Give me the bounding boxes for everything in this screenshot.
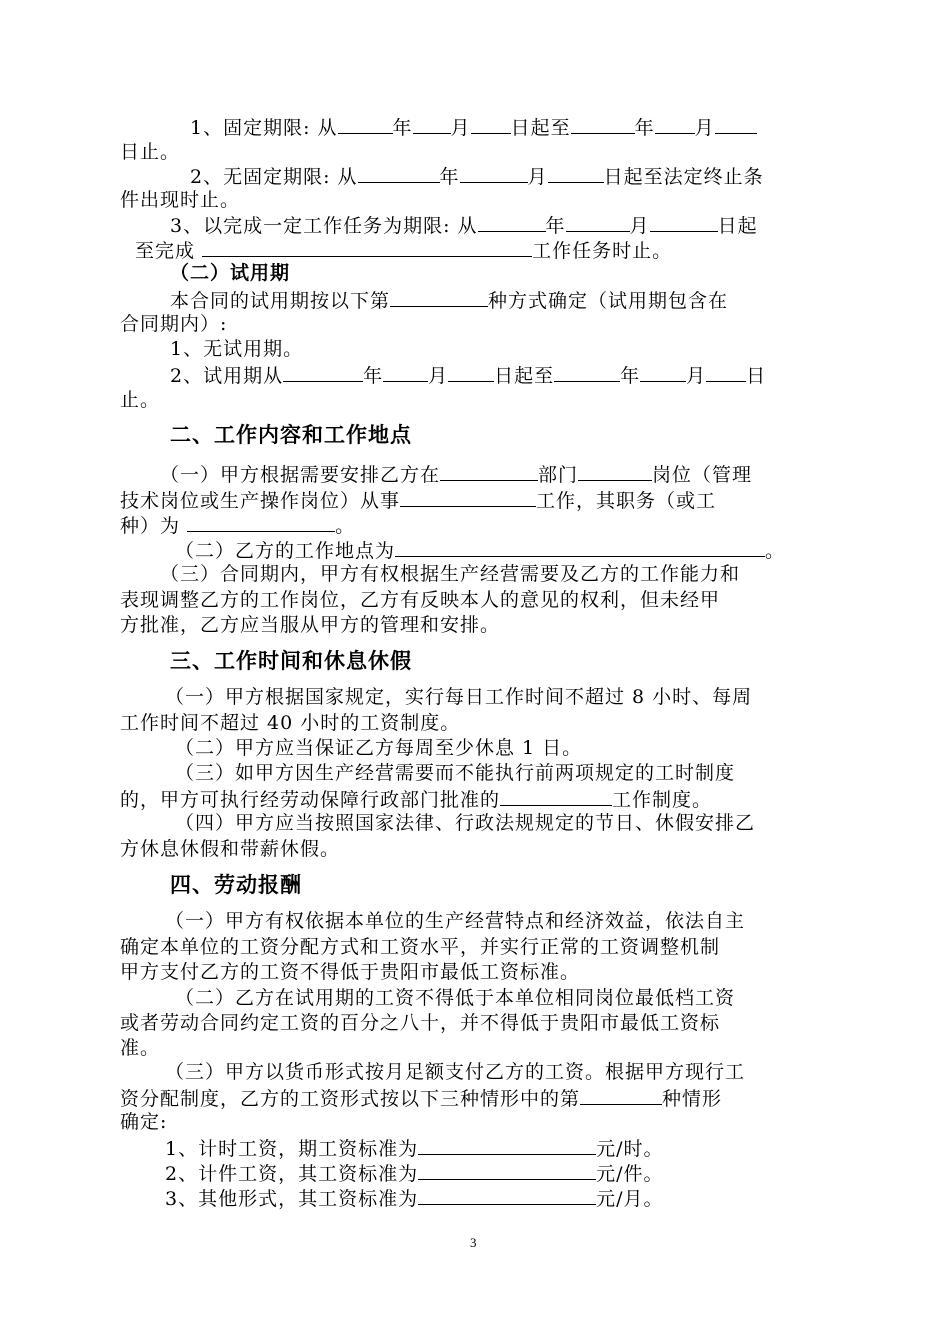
blank-month-end[interactable] xyxy=(655,113,695,134)
wage-hourly-unit: 元/时。 xyxy=(596,1138,664,1160)
section4-p1-line1: （一）甲方有权依据本单位的生产经营特点和经济效益，依法自主 xyxy=(165,910,746,932)
s2-p1-text3: 工作，其职务（或工 xyxy=(536,490,717,512)
section4-p2-line2: 或者劳动合同约定工资的百分之八十，并不得低于贵阳市最低工资标 xyxy=(120,1012,721,1034)
s2-p1-text2: 技术岗位或生产操作岗位）从事 xyxy=(120,490,401,512)
term-task-end: 工作任务时止。 xyxy=(532,240,673,262)
blank-work-location[interactable] xyxy=(395,536,765,557)
section3-p4-line1: （四）甲方应当按照国家法律、行政法规规定的节日、休假安排乙 xyxy=(175,812,756,834)
probation-opt2-day-end: 日 xyxy=(746,365,767,387)
term-task-day: 日起 xyxy=(717,215,758,237)
term-task-complete: 至完成 xyxy=(135,240,196,262)
section4-p2-line1: （二）乙方在试用期的工资不得低于本单位相同岗位最低档工资 xyxy=(175,987,736,1009)
probation-opt2-year-end: 年 xyxy=(620,365,641,387)
section2-p1-line3 xyxy=(120,511,355,539)
blank-piece-rate[interactable] xyxy=(418,1159,596,1180)
probation-opt2-year: 年 xyxy=(363,365,384,387)
term-fixed-year: 年 xyxy=(392,117,413,139)
probation-option-1: 1、无试用期。 xyxy=(170,338,304,360)
s2-p2-text: （二）乙方的工作地点为 xyxy=(175,540,396,562)
section2-p3-line1: （三）合同期内，甲方有权根据生产经营需要及乙方的工作能力和 xyxy=(160,563,741,585)
blank-task-name[interactable] xyxy=(202,236,532,257)
term-open-month: 月 xyxy=(527,166,548,188)
section4-p3-line2 xyxy=(120,1084,722,1112)
section3-p3-line2 xyxy=(120,785,712,813)
blank-open-day[interactable] xyxy=(548,162,604,183)
wage-piece-text: 2、计件工资，其工资标准为 xyxy=(165,1163,419,1185)
blank-task-month[interactable] xyxy=(566,211,630,232)
page-number: 3 xyxy=(470,1235,478,1250)
term-task-year: 年 xyxy=(545,215,566,237)
s4-p3-end: 种情形 xyxy=(662,1088,723,1110)
term-fixed-line xyxy=(190,113,757,141)
blank-work-system[interactable] xyxy=(500,785,612,806)
s4-p3-text: 资分配制度，乙方的工资形式按以下三种情形中的第 xyxy=(120,1088,581,1110)
wage-other-text: 3、其他形式，其工资标准为 xyxy=(165,1188,419,1210)
section3-p1-line2: 工作时间不超过 40 小时的工资制度。 xyxy=(120,712,461,734)
probation-intro-end: 合同期内）: xyxy=(120,313,228,335)
s2-p1-title: 种）为 xyxy=(120,515,181,537)
s2-p2-period: 。 xyxy=(765,540,786,562)
term-open-day: 日起至法定终止条 xyxy=(603,166,764,188)
section-3-heading: 三、工作时间和休息休假 xyxy=(170,649,412,673)
blank-prob-month-end[interactable] xyxy=(640,361,686,382)
wage-option-hourly xyxy=(165,1134,664,1162)
term-open-line xyxy=(190,162,764,190)
section3-p1-line1: （一）甲方根据国家规定，实行每日工作时间不超过 8 小时、每周 xyxy=(165,686,753,708)
section4-p1-line2: 确定本单位的工资分配方式和工资水平，并实行正常的工资调整机制 xyxy=(120,936,721,958)
section-4-heading: 四、劳动报酬 xyxy=(170,873,302,897)
blank-department[interactable] xyxy=(440,460,538,481)
term-fixed-month-end: 月 xyxy=(694,117,715,139)
section3-p4-line2: 方休息休假和带薪休假。 xyxy=(120,838,341,860)
term-fixed-end: 日止。 xyxy=(120,141,181,163)
term-fixed-text: 1、固定期限: 从 xyxy=(190,117,338,139)
blank-prob-year[interactable] xyxy=(283,361,363,382)
blank-prob-day[interactable] xyxy=(448,361,494,382)
wage-other-unit: 元/月。 xyxy=(596,1188,664,1210)
blank-day-start[interactable] xyxy=(471,113,511,134)
probation-opt2-month: 月 xyxy=(428,365,449,387)
section4-p3-line1: （三）甲方以货币形式按月足额支付乙方的工资。根据甲方现行工 xyxy=(165,1061,746,1083)
term-task-text: 3、以完成一定工作任务为期限: 从 xyxy=(170,215,478,237)
blank-open-month[interactable] xyxy=(460,162,528,183)
s2-p1-text: （一）甲方根据需要安排乙方在 xyxy=(160,464,441,486)
blank-year-start[interactable] xyxy=(338,113,393,134)
blank-wage-option[interactable] xyxy=(580,1084,662,1105)
blank-probation-option[interactable] xyxy=(390,286,488,307)
probation-opt2-month-end: 月 xyxy=(686,365,707,387)
blank-job-title[interactable] xyxy=(187,511,335,532)
blank-year-end[interactable] xyxy=(571,113,635,134)
blank-monthly-rate[interactable] xyxy=(418,1184,596,1205)
wage-option-other xyxy=(165,1184,664,1212)
section2-p3-line3: 方批准，乙方应当服从甲方的管理和安排。 xyxy=(120,614,501,636)
blank-task-day[interactable] xyxy=(650,211,718,232)
term-task-line xyxy=(170,211,758,239)
section3-p3-line1: （三）如甲方因生产经营需要而不能执行前两项规定的工时制度 xyxy=(175,762,736,784)
wage-hourly-text: 1、计时工资，期工资标准为 xyxy=(165,1138,419,1160)
wage-option-piece xyxy=(165,1159,664,1187)
probation-intro-text: 本合同的试用期按以下第 xyxy=(170,290,391,312)
term-task-month: 月 xyxy=(629,215,650,237)
term-fixed-day: 日起至 xyxy=(510,117,571,139)
section2-p2 xyxy=(175,536,785,564)
probation-intro-line xyxy=(170,286,728,314)
blank-prob-month[interactable] xyxy=(383,361,428,382)
probation-option-2 xyxy=(170,361,766,389)
term-fixed-year-end: 年 xyxy=(634,117,655,139)
probation-option-2-end: 止。 xyxy=(120,389,161,411)
term-open-text: 2、无固定期限: 从 xyxy=(190,166,358,188)
probation-opt2-text: 2、试用期从 xyxy=(170,365,284,387)
probation-opt2-day: 日起至 xyxy=(494,365,555,387)
probation-intro-text2: 种方式确定（试用期包含在 xyxy=(488,290,729,312)
section4-p1-line3: 甲方支付乙方的工资不得低于贵阳市最低工资标准。 xyxy=(120,961,581,983)
section-2-heading: 二、工作内容和工作地点 xyxy=(170,423,412,447)
blank-post[interactable] xyxy=(578,460,652,481)
term-fixed-month: 月 xyxy=(450,117,471,139)
blank-open-year[interactable] xyxy=(358,162,440,183)
blank-month-start[interactable] xyxy=(413,113,451,134)
section2-p3-line2: 表现调整乙方的工作岗位，乙方有反映本人的意见的权利，但未经甲 xyxy=(120,589,721,611)
blank-day-end[interactable] xyxy=(715,113,757,134)
s3-p3-text: 的，甲方可执行经劳动保障行政部门批准的 xyxy=(120,789,501,811)
term-open-year: 年 xyxy=(439,166,460,188)
blank-work-content[interactable] xyxy=(400,486,536,507)
blank-hourly-rate[interactable] xyxy=(418,1134,596,1155)
section4-p2-line3: 准。 xyxy=(120,1037,161,1059)
section2-p1-line1 xyxy=(160,460,752,488)
blank-prob-day-end[interactable] xyxy=(706,361,746,382)
section2-p1-line2 xyxy=(120,486,716,514)
term-open-end: 件出现时止。 xyxy=(120,189,241,211)
section4-p3-line3: 确定: xyxy=(120,1111,168,1133)
section3-p2: （二）甲方应当保证乙方每周至少休息 1 日。 xyxy=(175,737,583,759)
s2-p1-dept: 部门 xyxy=(538,464,579,486)
probation-heading: （二）试用期 xyxy=(170,262,291,284)
s3-p3-end: 工作制度。 xyxy=(612,789,713,811)
s2-p1-period: 。 xyxy=(335,515,356,537)
blank-prob-year-end[interactable] xyxy=(554,361,620,382)
blank-task-year[interactable] xyxy=(478,211,546,232)
wage-piece-unit: 元/件。 xyxy=(596,1163,664,1185)
s2-p1-post: 岗位（管理 xyxy=(652,464,753,486)
